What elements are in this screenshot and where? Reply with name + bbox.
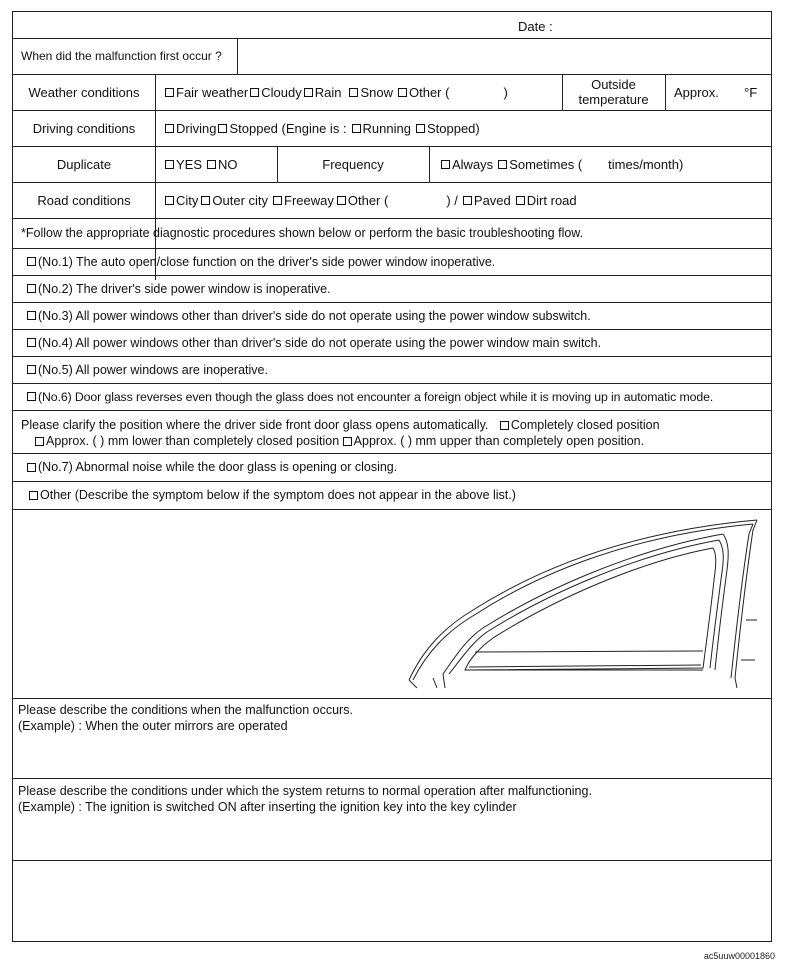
approx-label: Approx. (674, 85, 719, 100)
duplicate-label: Duplicate (56, 156, 112, 172)
describe-occur-example: (Example) : When the outer mirrors are operated (18, 719, 288, 733)
clarify-block (21, 417, 766, 449)
divider (13, 778, 771, 779)
checkbox-outer-city[interactable] (201, 196, 210, 205)
option-fair-weather: Fair weather (176, 84, 249, 100)
checkbox-completely-closed[interactable] (500, 421, 509, 430)
checkbox-paved[interactable] (463, 196, 472, 205)
clarify-text: Please clarify the position where the driver side front door glass opens automatically. (21, 418, 489, 432)
road-options (165, 182, 765, 218)
duplicate-options (165, 146, 277, 182)
checkbox-no[interactable] (207, 160, 216, 169)
checkbox-symptom[interactable] (27, 338, 36, 347)
describe-normal-block (18, 783, 763, 815)
first-occur-question: When did the malfunction first occur ? (21, 49, 222, 63)
outside-temp-line2: temperature (578, 92, 649, 107)
road-slash: ) / (446, 192, 458, 208)
option-stopped-engine: Stopped (Engine is : (229, 120, 347, 136)
checkbox-weather-other[interactable] (398, 88, 407, 97)
symptom-text: (No.6) Door glass reverses even though the glass does not encounter a foreign object while it is moving up in automatic mode. (38, 389, 714, 404)
option-always: Always (452, 156, 494, 172)
option-no: NO (218, 156, 238, 172)
describe-occur-block (18, 702, 763, 734)
checkbox-symptom[interactable] (27, 392, 36, 401)
frequency-label: Frequency (322, 156, 384, 172)
close-paren: ) (503, 84, 508, 100)
symptom-text: (No.1) The auto open/close function on the driver's side power window inoperative. (38, 254, 496, 269)
option-stopped: Stopped) (426, 120, 480, 136)
other-text: Other (Describe the symptom below if the symptom does not appear in the above list.) (40, 488, 516, 502)
temp-unit: °F (744, 85, 758, 100)
divider (665, 74, 666, 110)
describe-occur-field[interactable] (13, 738, 771, 778)
driving-label: Driving conditions (32, 120, 136, 136)
checkbox-symptom[interactable] (27, 284, 36, 293)
symptom-row (27, 329, 767, 356)
weather-options (165, 74, 565, 110)
checkbox-city[interactable] (165, 196, 174, 205)
times-month: times/month) (608, 156, 684, 172)
checkbox-fair-weather[interactable] (165, 88, 174, 97)
option-weather-other: Other ( (409, 84, 450, 100)
checkbox-symptom[interactable] (27, 365, 36, 374)
checkbox-rain[interactable] (304, 88, 313, 97)
checkbox-snow[interactable] (349, 88, 358, 97)
checkbox-driving[interactable] (165, 124, 174, 133)
date-label: Date : (518, 19, 553, 34)
option-freeway: Freeway (284, 192, 334, 208)
checkbox-approx-upper[interactable] (343, 437, 352, 446)
option-city: City (176, 192, 199, 208)
checkbox-symptom[interactable] (27, 257, 36, 266)
symptom-text: (No.7) Abnormal noise while the door glass is opening or closing. (38, 460, 398, 474)
form-frame (12, 11, 772, 942)
symptom-row (27, 383, 769, 410)
checkbox-always[interactable] (441, 160, 450, 169)
checkbox-stopped[interactable] (416, 124, 425, 133)
symptom-row (27, 302, 767, 329)
symptom-text: (No.2) The driver's side power window is inoperative. (38, 281, 331, 296)
option-driving: Driving (176, 120, 217, 136)
checkbox-other-symptom[interactable] (29, 491, 38, 500)
weather-label: Weather conditions (28, 84, 140, 100)
symptom-text: (No.4) All power windows other than driver's side do not operate using the power window main switch. (38, 335, 602, 350)
checkbox-freeway[interactable] (273, 196, 282, 205)
divider (13, 698, 771, 699)
option-completely-closed: Completely closed position (510, 418, 660, 432)
option-rain: Rain (314, 84, 342, 100)
driving-options (165, 110, 765, 146)
checkbox-road-other[interactable] (337, 196, 346, 205)
outside-temp-line1: Outside (591, 77, 636, 92)
describe-normal-field[interactable] (13, 819, 771, 860)
symptom-text: (No.3) All power windows other than driver's side do not operate using the power window subswitch. (38, 308, 591, 323)
checkbox-dirt-road[interactable] (516, 196, 525, 205)
outside-temperature-label (562, 74, 665, 110)
option-approx-lower: Approx. ( ) mm lower than completely closed position (46, 434, 340, 448)
door-glass-illustration (13, 510, 771, 698)
road-label: Road conditions (37, 192, 131, 208)
option-dirt-road: Dirt road (526, 192, 577, 208)
option-paved: Paved (473, 192, 511, 208)
first-occur-field[interactable] (239, 40, 769, 72)
instruction-text: *Follow the appropriate diagnostic procedures shown below or perform the basic troubleshooting flow. (21, 226, 584, 240)
describe-normal-example: (Example) : The ignition is switched ON after inserting the ignition key into the key cylinder (18, 800, 517, 814)
checkbox-sometimes[interactable] (498, 160, 507, 169)
option-yes: YES (176, 156, 203, 172)
divider (237, 38, 238, 74)
divider (13, 410, 771, 411)
other-row (29, 481, 769, 509)
document-code: ac5uuw00001860 (703, 951, 775, 961)
symptom-row (27, 356, 767, 383)
checkbox-cloudy[interactable] (250, 88, 259, 97)
option-approx-upper: Approx. ( ) mm upper than completely open position. (353, 434, 645, 448)
checkbox-approx-lower[interactable] (35, 437, 44, 446)
divider (429, 146, 430, 182)
symptom-row (27, 248, 767, 275)
option-sometimes: Sometimes ( (509, 156, 583, 172)
checkbox-symptom[interactable] (27, 463, 36, 472)
symptom-description-area[interactable] (13, 510, 771, 698)
option-outer-city: Outer city (212, 192, 269, 208)
notes-field[interactable] (13, 861, 771, 941)
option-road-other: Other ( (347, 192, 389, 208)
describe-normal-prompt: Please describe the conditions under which the system returns to normal operation after malfunctioning. (18, 784, 592, 798)
checkbox-stopped-engine[interactable] (218, 124, 227, 133)
option-running: Running (362, 120, 411, 136)
option-snow: Snow (360, 84, 393, 100)
frequency-options (441, 146, 771, 182)
symptom-row (27, 453, 767, 481)
checkbox-running[interactable] (352, 124, 361, 133)
describe-occur-prompt: Please describe the conditions when the malfunction occurs. (18, 703, 353, 717)
checkbox-symptom[interactable] (27, 311, 36, 320)
symptom-row (27, 275, 767, 302)
option-cloudy: Cloudy (261, 84, 302, 100)
checkbox-yes[interactable] (165, 160, 174, 169)
symptom-text: (No.5) All power windows are inoperative. (38, 362, 268, 377)
